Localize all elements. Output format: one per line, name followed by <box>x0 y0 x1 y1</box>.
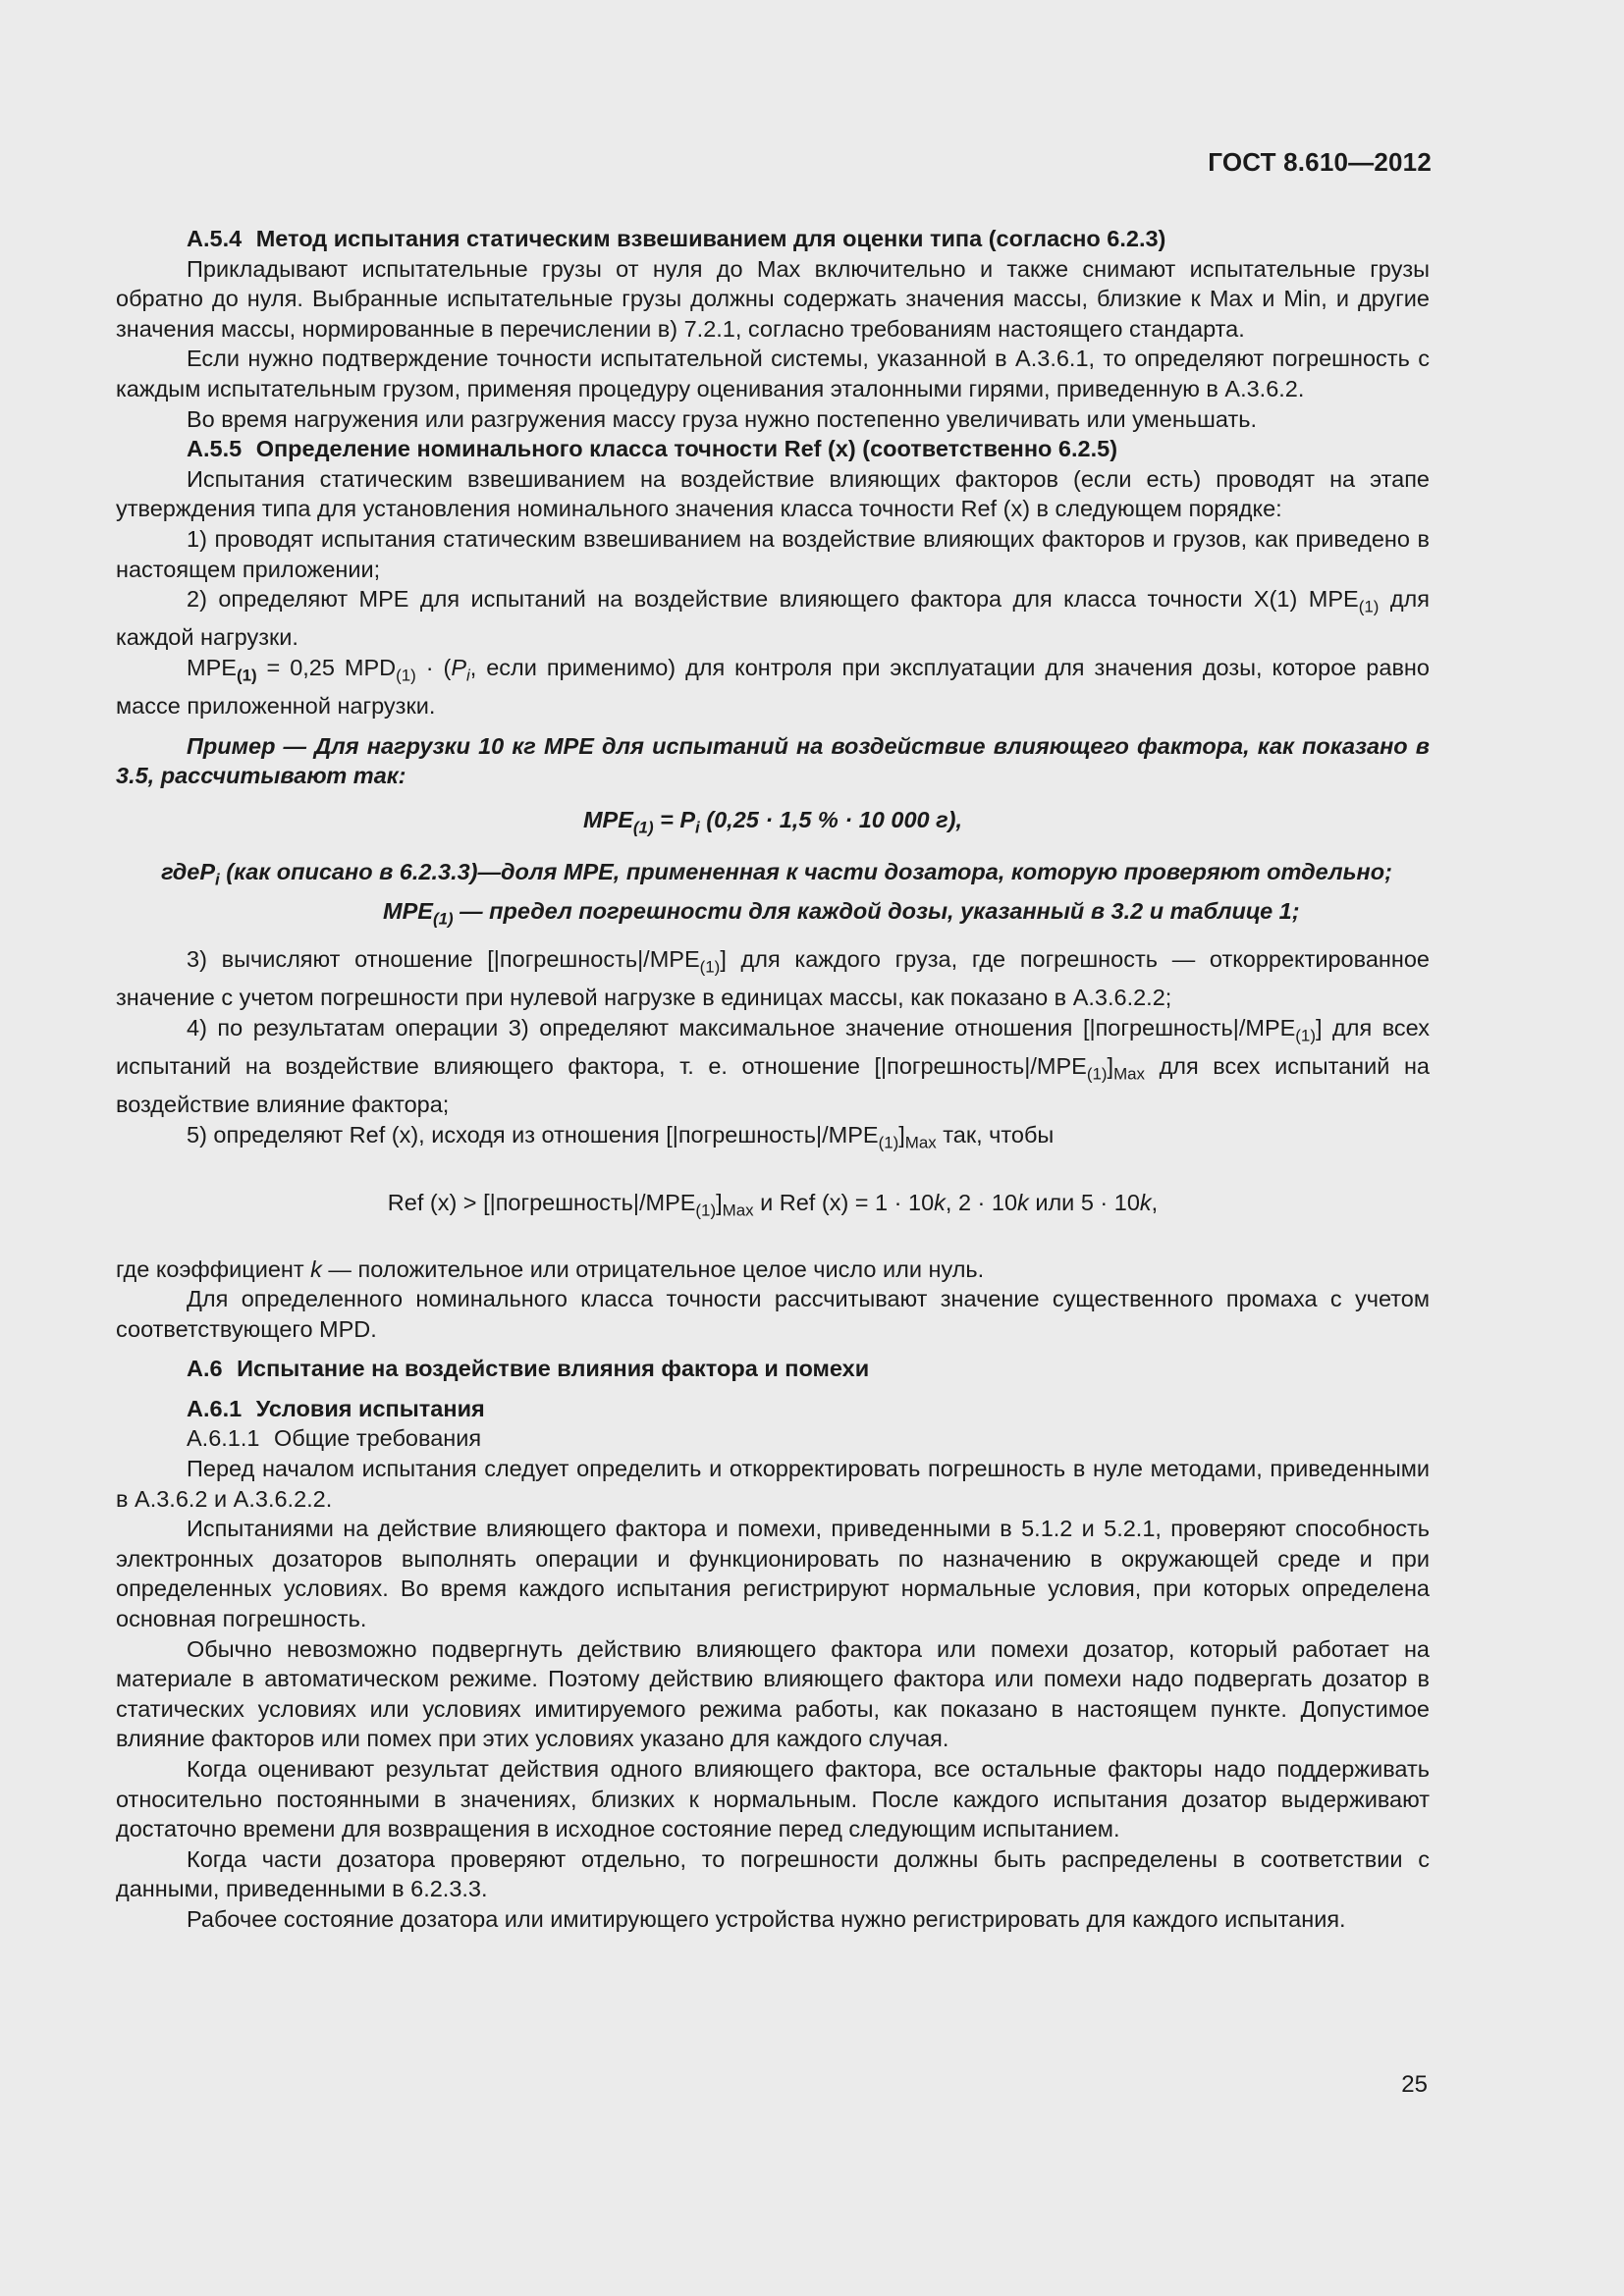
section-heading-a555 <box>116 434 1430 464</box>
paragraph: Если нужно подтверждение точности испытательной системы, указанной в А.3.6.1, то определяют погрешность с каждым испытательным грузом, применяя процедуру оценивания эталонными гирями, приведенную в А.3.6.2. <box>116 346 1430 401</box>
section-title: Метод испытания статическим взвешиванием для оценки типа (согласно 6.2.3) <box>255 226 1166 251</box>
list-item: 3) вычисляют отношение $[|погрешность|/МРЕ_{(1)}]$ для каждого груза, где погрешность — откорректированное значение с учетом погрешности при нулевой нагрузке в единицах массы, как показано в А.3.6.2.2; <box>116 945 1430 1011</box>
section-title: Условия испытания <box>255 1395 485 1421</box>
example-text: Пример — Для нагрузки 10 кг МРЕ для испытаний на воздействие влияющего фактора, как показано в 3.5, рассчитывают так: <box>116 732 1430 789</box>
section-heading-a61 <box>116 1394 1430 1424</box>
paragraph: Испытаниями на действие влияющего фактора и помехи, приведенными в 5.1.2 и 5.2.1, проверяют способность электронных дозаторов выполнять операции и функционировать по назначению в окружающей среде и при определенных условиях. Во время каждого испытания регистрируют нормальные условия, при которых определена основная погрешность. <box>116 1516 1430 1632</box>
section-number: А.6.1.1 <box>187 1425 260 1452</box>
page-number: 25 <box>1401 2071 1428 2098</box>
paragraph: Когда части дозатора проверяют отдельно, то погрешности должны быть распределены в соответствии с данными, приведенными в 6.2.3.3. <box>116 1845 1430 1902</box>
subsection-heading-a611 <box>116 1423 1430 1454</box>
section-number: А.5.5 <box>187 436 243 462</box>
formula-legend: $МРЕ_{(1)}$ — предел погрешности для каждой дозы, указанный в 3.2 и таблице 1; <box>383 897 1300 929</box>
paragraph: Прикладывают испытательные грузы от нуля до Max включительно и также снимают испытательные грузы обратно до нуля. Выбранные испытательные грузы должны содержать значения массы, близкие к Max и Min, и другие значения массы, нормированные в перечислении в) 7.2.1, согласно требованиям настоящего стандарта. <box>116 255 1430 342</box>
paragraph: Перед началом испытания следует определить и откорректировать погрешность в нуле методами, приведенными в А.3.6.2 и А.3.6.2.2. <box>116 1456 1430 1512</box>
mpe-definition: $МРЕ_{(1)} = 0,25$ $MPD_{(1)} \cdot (P_i$, если применимо) для контроля при эксплуатации для значения дозы, которое равно массе приложенной нагрузки. <box>116 655 1430 720</box>
document-id: ГОСТ 8.610—2012 <box>1208 147 1432 177</box>
section-number: А.6 <box>187 1356 223 1382</box>
formula-legend <box>116 857 1430 895</box>
list-item: 4) по результатам операции 3) определяют максимальное значение отношения $[|погрешность|/МРЕ_{(1)}]$ для всех испытаний на воздействие влияющего фактора, т. е. отношение $[|погрешность|/МРЕ_{(1)}]_{Max}$ для всех испытаний на воздействие влияние фактора; <box>116 1014 1430 1118</box>
page-body <box>116 224 1430 1935</box>
section-title: Общие требования <box>274 1425 482 1452</box>
paragraph: Обычно невозможно подвергнуть действию влияющего фактора или помехи дозатор, который работает на материале в автоматическом режиме. Поэтому действию влияющего фактора или помехи надо подвергать дозатор в статических условиях или условиях имитируемого режима работы, как показано в настоящем пункте. Допустимое влияние факторов или помех при этих условиях указано для каждого случая. <box>116 1635 1430 1752</box>
section-heading-a554 <box>116 224 1430 254</box>
formula-legend: где коэффициент k — положительное или отрицательное целое число или нуль. <box>116 1255 985 1282</box>
list-item: 2) определяют МРЕ для испытаний на воздействие влияющего фактора для класса точности X(1) $МРЕ_{(1)}$ для каждой нагрузки. <box>116 586 1430 651</box>
legend-description: доля МРЕ, примененная к части дозатора, которую проверяют отдельно; <box>501 859 1392 885</box>
section-number: А.5.4 <box>187 226 243 251</box>
formula: Ref $(x) > [|погрешность|/МРЕ_{(1)}]_{Max}$ и Ref (x) = 1 · 10k, 2 · 10k или 5 · 10k, <box>387 1190 1159 1220</box>
paragraph: Рабочее состояние дозатора или имитирующего устройства нужно регистрировать для каждого испытания. <box>187 1905 1346 1932</box>
section-heading-a6 <box>116 1354 1430 1384</box>
list-item: 1) проводят испытания статическим взвешиванием на воздействие влияющих факторов и грузов, как приведено в настоящем приложении; <box>116 525 1430 582</box>
section-title: Определение номинального класса точности Ref (x) (соответственно 6.2.5) <box>255 436 1118 462</box>
paragraph: Когда оценивают результат действия одного влияющего фактора, все остальные факторы надо поддерживать относительно постоянными в значениях, близких к нормальным. После каждого испытания дозатор выдерживают достаточно времени для возвращения в исходное состояние перед следующим испытанием. <box>116 1756 1430 1842</box>
paragraph: Испытания статическим взвешиванием на воздействие влияющих факторов (если есть) проводят на этапе утверждения типа для установления номинального значения класса точности Ref (x) в следующем порядке: <box>116 465 1430 522</box>
section-number: А.6.1 <box>187 1395 243 1421</box>
list-item: 5) определяют Ref (x), исходя из отношения $[|погрешность|/МРЕ_{(1)}]_{Max}$ так, чтобы <box>187 1121 1055 1152</box>
section-title: Испытание на воздействие влияния фактора и помехи <box>237 1356 870 1382</box>
legend-term: гдеP$_i$ (как описано в 6.2.3.3)— <box>161 859 501 890</box>
paragraph: Для определенного номинального класса точности рассчитывают значение существенного промаха с учетом соответствующего MPD. <box>116 1286 1430 1342</box>
formula: $МРЕ_{(1)} = P_i$ (0,25 · 1,5 % · 10 000 г), <box>582 807 963 837</box>
paragraph: Во время нагружения или разгружения массу груза нужно постепенно увеличивать или уменьшать. <box>187 405 1257 432</box>
